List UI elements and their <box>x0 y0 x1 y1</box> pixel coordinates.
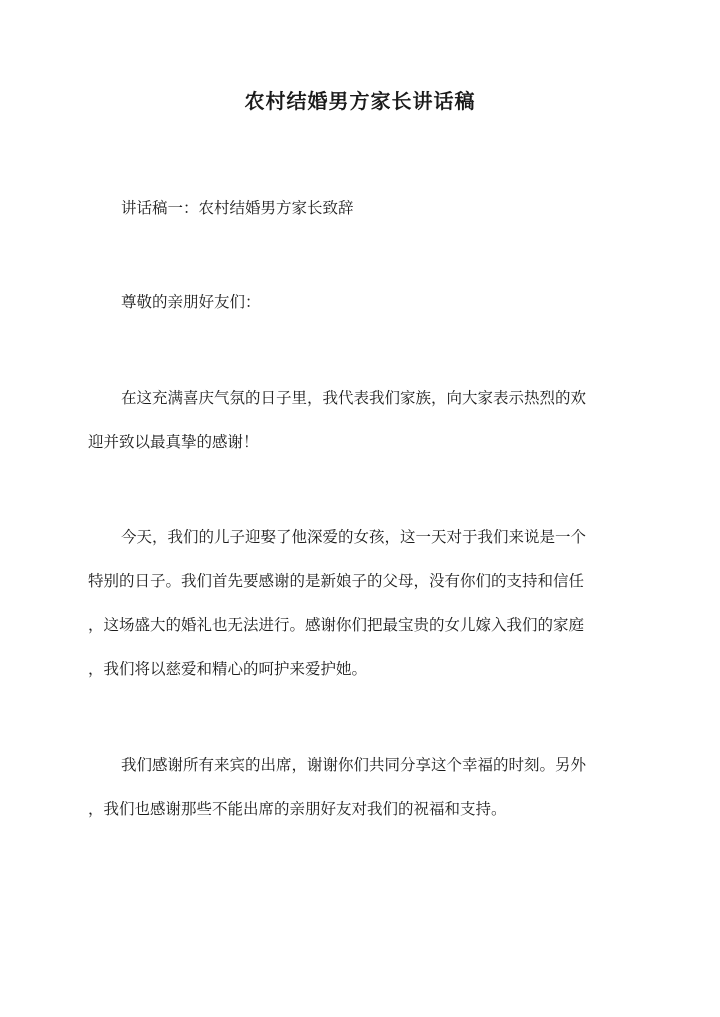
paragraph-line: 在这充满喜庆气氛的日子里，我代表我们家族，向大家表示热烈的欢 <box>121 389 587 407</box>
paragraph-line: 特别的日子。我们首先要感谢的是新娘子的父母，没有你们的支持和信任 <box>88 572 585 590</box>
paragraph-line: ，我们也感谢那些不能出席的亲朋好友对我们的祝福和支持。 <box>88 800 507 818</box>
paragraph-line: 今天，我们的儿子迎娶了他深爱的女孩，这一天对于我们来说是一个 <box>121 528 587 546</box>
salutation: 尊敬的亲朋好友们： <box>121 293 261 311</box>
paragraph-line: ，我们将以慈爱和精心的呵护来爱护她。 <box>88 660 368 678</box>
paragraph-line: 我们感谢所有来宾的出席，谢谢你们共同分享这个幸福的时刻。另外 <box>121 756 587 774</box>
document-subtitle: 讲话稿一：农村结婚男方家长致辞 <box>121 199 354 217</box>
paragraph-line: ，这场盛大的婚礼也无法进行。感谢你们把最宝贵的女儿嫁入我们的家庭 <box>88 616 585 634</box>
paragraph-line: 迎并致以最真挚的感谢！ <box>88 433 259 451</box>
document-title: 农村结婚男方家长讲话稿 <box>244 89 476 113</box>
